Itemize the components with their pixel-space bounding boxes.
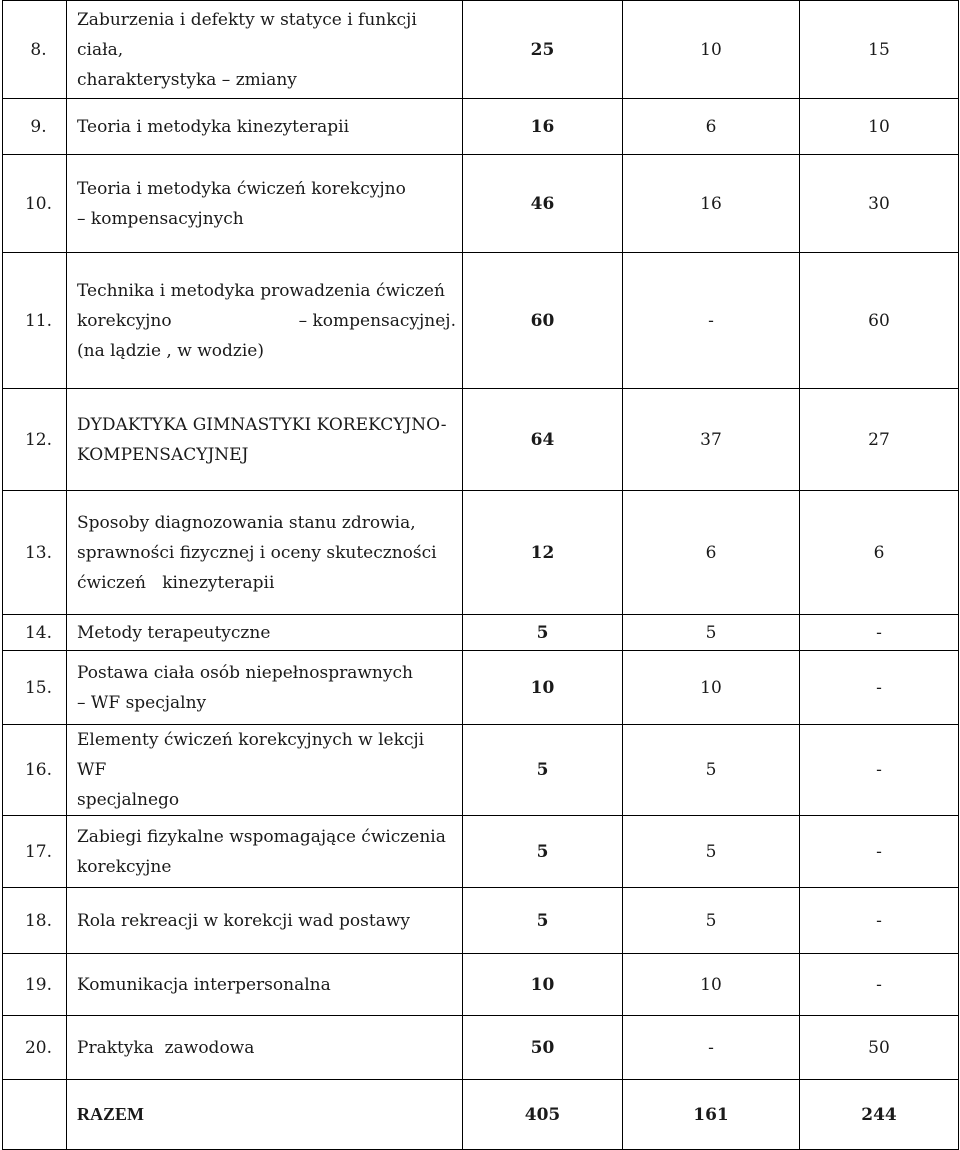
row-number: 9. — [3, 99, 67, 155]
hours-col-b: 6 — [800, 491, 959, 615]
table-row — [3, 155, 959, 253]
summary-empty-cell — [3, 1080, 67, 1150]
row-number: 10. — [3, 155, 67, 253]
row-number: 20. — [3, 1016, 67, 1080]
hours-col-a: 10 — [623, 954, 800, 1016]
subject-name: Zaburzenia i defekty w statyce i funkcji ciała, charakterystyka – zmiany — [67, 1, 463, 99]
table-row — [3, 816, 959, 888]
hours-col-a: 10 — [623, 651, 800, 725]
hours-col-b: - — [800, 615, 959, 651]
total-hours: 46 — [463, 155, 623, 253]
total-hours: 5 — [463, 615, 623, 651]
hours-col-b: - — [800, 651, 959, 725]
hours-col-a: - — [623, 1016, 800, 1080]
row-number: 11. — [3, 253, 67, 389]
table-row — [3, 651, 959, 725]
summary-total: 405 — [463, 1080, 623, 1150]
subject-name: Teoria i metodyka kinezyterapii — [67, 99, 463, 155]
table-row — [3, 1016, 959, 1080]
total-hours: 12 — [463, 491, 623, 615]
hours-col-a: 5 — [623, 725, 800, 816]
hours-col-b: - — [800, 816, 959, 888]
subject-name: Zabiegi fizykalne wspomagające ćwiczenia korekcyjne — [67, 816, 463, 888]
hours-col-a: 5 — [623, 816, 800, 888]
hours-col-b: - — [800, 954, 959, 1016]
total-hours: 5 — [463, 816, 623, 888]
hours-col-a: 37 — [623, 389, 800, 491]
subject-name: Sposoby diagnozowania stanu zdrowia, sprawności fizycznej i oceny skuteczności ćwiczeń kinezyterapii — [67, 491, 463, 615]
table-row — [3, 99, 959, 155]
table-row — [3, 888, 959, 954]
hours-col-b: 10 — [800, 99, 959, 155]
total-hours: 10 — [463, 651, 623, 725]
table-row — [3, 389, 959, 491]
subject-name: Technika i metodyka prowadzenia ćwiczeń korekcyjno – kompensacyjnej. (na lądzie , w wodzie) — [67, 253, 463, 389]
summary-row — [3, 1080, 959, 1150]
row-number: 16. — [3, 725, 67, 816]
row-number: 14. — [3, 615, 67, 651]
table-row — [3, 954, 959, 1016]
total-hours: 5 — [463, 888, 623, 954]
curriculum-hours-table — [2, 0, 959, 1150]
summary-col-b: 244 — [800, 1080, 959, 1150]
hours-col-b: - — [800, 725, 959, 816]
hours-col-b: 27 — [800, 389, 959, 491]
hours-col-a: 6 — [623, 99, 800, 155]
subject-name: Postawa ciała osób niepełnosprawnych – WF specjalny — [67, 651, 463, 725]
row-number: 18. — [3, 888, 67, 954]
subject-name: Metody terapeutyczne — [67, 615, 463, 651]
hours-col-a: 10 — [623, 1, 800, 99]
total-hours: 64 — [463, 389, 623, 491]
table-row — [3, 725, 959, 816]
subject-name: Praktyka zawodowa — [67, 1016, 463, 1080]
row-number: 8. — [3, 1, 67, 99]
hours-col-b: - — [800, 888, 959, 954]
hours-col-a: 5 — [623, 888, 800, 954]
row-number: 19. — [3, 954, 67, 1016]
hours-col-b: 30 — [800, 155, 959, 253]
total-hours: 10 — [463, 954, 623, 1016]
total-hours: 5 — [463, 725, 623, 816]
hours-col-a: 6 — [623, 491, 800, 615]
row-number: 13. — [3, 491, 67, 615]
hours-col-a: - — [623, 253, 800, 389]
row-number: 12. — [3, 389, 67, 491]
hours-col-b: 15 — [800, 1, 959, 99]
summary-label: RAZEM — [67, 1080, 463, 1150]
subject-name: Elementy ćwiczeń korekcyjnych w lekcji WF specjalnego — [67, 725, 463, 816]
subject-name: Teoria i metodyka ćwiczeń korekcyjno – kompensacyjnych — [67, 155, 463, 253]
total-hours: 25 — [463, 1, 623, 99]
table-row — [3, 615, 959, 651]
hours-col-b: 60 — [800, 253, 959, 389]
total-hours: 16 — [463, 99, 623, 155]
total-hours: 60 — [463, 253, 623, 389]
table-row — [3, 1, 959, 99]
table-row — [3, 253, 959, 389]
subject-name: Rola rekreacji w korekcji wad postawy — [67, 888, 463, 954]
table-row — [3, 491, 959, 615]
total-hours: 50 — [463, 1016, 623, 1080]
hours-col-a: 16 — [623, 155, 800, 253]
subject-name: Komunikacja interpersonalna — [67, 954, 463, 1016]
row-number: 15. — [3, 651, 67, 725]
row-number: 17. — [3, 816, 67, 888]
subject-name: DYDAKTYKA GIMNASTYKI KOREKCYJNO- KOMPENSACYJNEJ — [67, 389, 463, 491]
summary-col-a: 161 — [623, 1080, 800, 1150]
hours-col-b: 50 — [800, 1016, 959, 1080]
hours-col-a: 5 — [623, 615, 800, 651]
